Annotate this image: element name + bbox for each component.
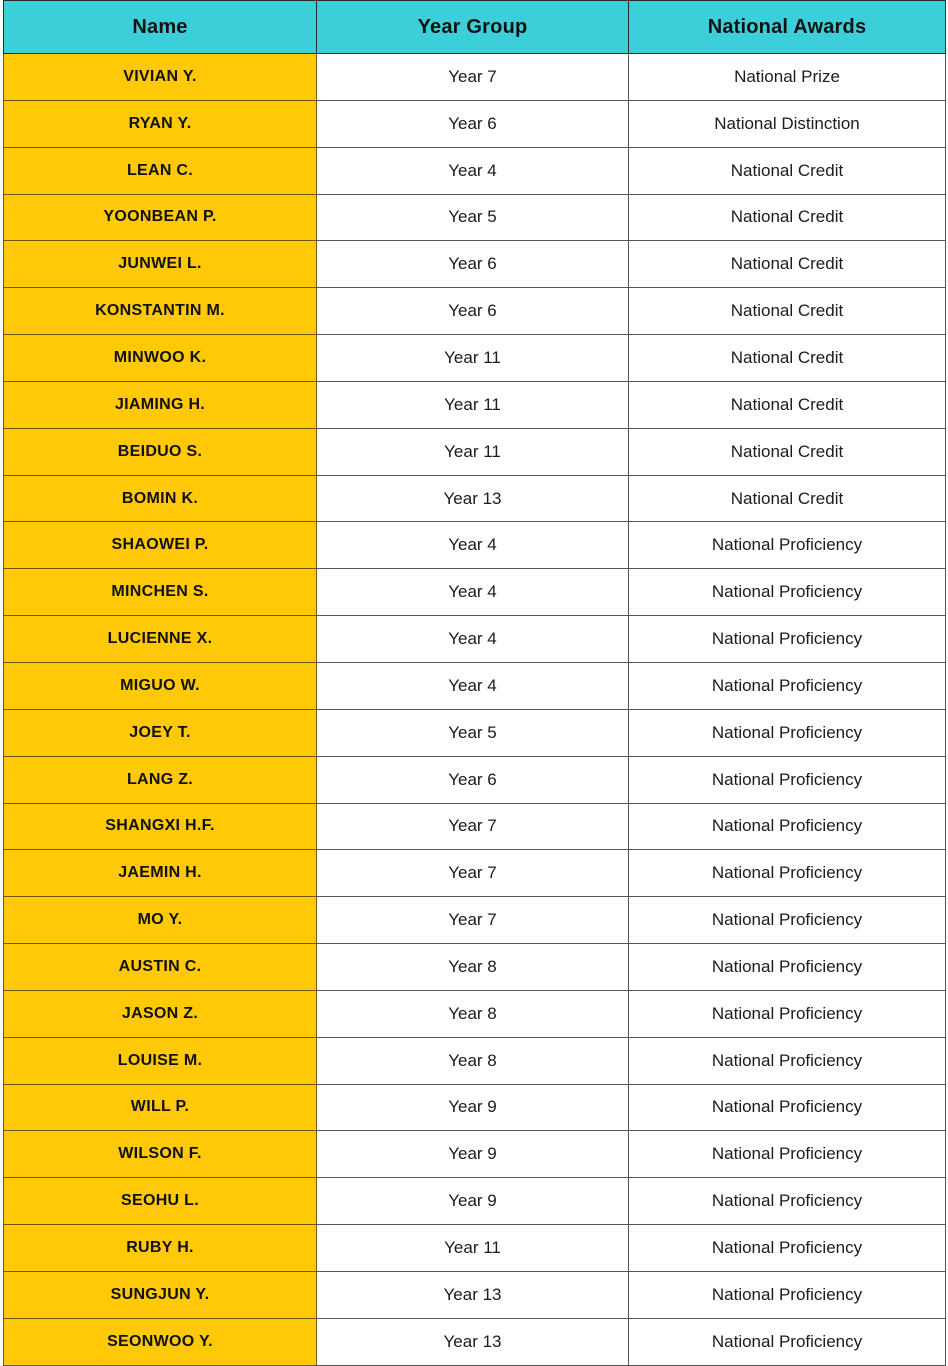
table-row bbox=[4, 241, 946, 288]
cell-national-award: National Proficiency bbox=[629, 1225, 946, 1272]
cell-year-group: Year 7 bbox=[317, 897, 629, 944]
table-row bbox=[4, 569, 946, 616]
table-row bbox=[4, 944, 946, 991]
cell-year-group: Year 8 bbox=[317, 944, 629, 991]
cell-name: WILSON F. bbox=[4, 1131, 317, 1178]
cell-year-group: Year 9 bbox=[317, 1084, 629, 1131]
cell-name: SEONWOO Y. bbox=[4, 1318, 317, 1365]
cell-year-group: Year 9 bbox=[317, 1178, 629, 1225]
cell-national-award: National Proficiency bbox=[629, 1271, 946, 1318]
cell-national-award: National Proficiency bbox=[629, 616, 946, 663]
cell-name: LUCIENNE X. bbox=[4, 616, 317, 663]
cell-national-award: National Proficiency bbox=[629, 522, 946, 569]
cell-name: YOONBEAN P. bbox=[4, 194, 317, 241]
cell-name: RUBY H. bbox=[4, 1225, 317, 1272]
cell-national-award: National Proficiency bbox=[629, 850, 946, 897]
cell-national-award: National Credit bbox=[629, 428, 946, 475]
cell-national-award: National Proficiency bbox=[629, 662, 946, 709]
cell-name: MIGUO W. bbox=[4, 662, 317, 709]
cell-name: LANG Z. bbox=[4, 756, 317, 803]
table-row bbox=[4, 147, 946, 194]
cell-name: MINCHEN S. bbox=[4, 569, 317, 616]
table-row bbox=[4, 897, 946, 944]
cell-national-award: National Proficiency bbox=[629, 1084, 946, 1131]
cell-name: JOEY T. bbox=[4, 709, 317, 756]
cell-national-award: National Credit bbox=[629, 194, 946, 241]
table-row bbox=[4, 475, 946, 522]
cell-name: BEIDUO S. bbox=[4, 428, 317, 475]
cell-year-group: Year 6 bbox=[317, 288, 629, 335]
cell-year-group: Year 4 bbox=[317, 569, 629, 616]
cell-national-award: National Distinction bbox=[629, 100, 946, 147]
cell-year-group: Year 8 bbox=[317, 1037, 629, 1084]
cell-national-award: National Proficiency bbox=[629, 944, 946, 991]
cell-national-award: National Proficiency bbox=[629, 1318, 946, 1365]
cell-year-group: Year 6 bbox=[317, 100, 629, 147]
cell-year-group: Year 6 bbox=[317, 756, 629, 803]
cell-name: JAEMIN H. bbox=[4, 850, 317, 897]
cell-name: MINWOO K. bbox=[4, 335, 317, 382]
cell-year-group: Year 11 bbox=[317, 381, 629, 428]
table-row bbox=[4, 990, 946, 1037]
cell-name: MO Y. bbox=[4, 897, 317, 944]
table-row bbox=[4, 100, 946, 147]
table-row bbox=[4, 803, 946, 850]
cell-national-award: National Credit bbox=[629, 475, 946, 522]
table-row bbox=[4, 1131, 946, 1178]
table-row bbox=[4, 1178, 946, 1225]
table-row bbox=[4, 1271, 946, 1318]
cell-national-award: National Credit bbox=[629, 381, 946, 428]
cell-year-group: Year 8 bbox=[317, 990, 629, 1037]
cell-national-award: National Credit bbox=[629, 335, 946, 382]
cell-year-group: Year 13 bbox=[317, 1271, 629, 1318]
table-body bbox=[4, 54, 946, 1366]
table-row bbox=[4, 335, 946, 382]
cell-year-group: Year 13 bbox=[317, 475, 629, 522]
table-row bbox=[4, 1225, 946, 1272]
cell-national-award: National Credit bbox=[629, 288, 946, 335]
cell-national-award: National Proficiency bbox=[629, 1037, 946, 1084]
cell-year-group: Year 7 bbox=[317, 850, 629, 897]
column-header-national-awards: National Awards bbox=[629, 1, 946, 54]
table-row bbox=[4, 709, 946, 756]
table-row bbox=[4, 756, 946, 803]
cell-year-group: Year 4 bbox=[317, 147, 629, 194]
table-row bbox=[4, 428, 946, 475]
cell-name: SHAOWEI P. bbox=[4, 522, 317, 569]
table-row bbox=[4, 1037, 946, 1084]
cell-year-group: Year 13 bbox=[317, 1318, 629, 1365]
table-row bbox=[4, 288, 946, 335]
cell-year-group: Year 11 bbox=[317, 428, 629, 475]
cell-year-group: Year 4 bbox=[317, 662, 629, 709]
cell-name: WILL P. bbox=[4, 1084, 317, 1131]
column-header-name: Name bbox=[4, 1, 317, 54]
national-awards-table bbox=[3, 0, 946, 1366]
cell-name: AUSTIN C. bbox=[4, 944, 317, 991]
table-row bbox=[4, 1318, 946, 1365]
cell-name: KONSTANTIN M. bbox=[4, 288, 317, 335]
cell-national-award: National Proficiency bbox=[629, 756, 946, 803]
table-row bbox=[4, 1084, 946, 1131]
cell-year-group: Year 11 bbox=[317, 335, 629, 382]
table-row bbox=[4, 522, 946, 569]
cell-year-group: Year 9 bbox=[317, 1131, 629, 1178]
table-row bbox=[4, 381, 946, 428]
cell-year-group: Year 6 bbox=[317, 241, 629, 288]
cell-name: VIVIAN Y. bbox=[4, 54, 317, 101]
cell-name: SUNGJUN Y. bbox=[4, 1271, 317, 1318]
cell-name: LEAN C. bbox=[4, 147, 317, 194]
cell-name: LOUISE M. bbox=[4, 1037, 317, 1084]
cell-name: BOMIN K. bbox=[4, 475, 317, 522]
cell-year-group: Year 5 bbox=[317, 709, 629, 756]
cell-year-group: Year 5 bbox=[317, 194, 629, 241]
cell-national-award: National Proficiency bbox=[629, 569, 946, 616]
table-row bbox=[4, 616, 946, 663]
cell-national-award: National Credit bbox=[629, 147, 946, 194]
cell-name: SEOHU L. bbox=[4, 1178, 317, 1225]
table-header bbox=[4, 1, 946, 54]
table-row bbox=[4, 850, 946, 897]
cell-year-group: Year 4 bbox=[317, 522, 629, 569]
cell-name: JUNWEI L. bbox=[4, 241, 317, 288]
cell-national-award: National Proficiency bbox=[629, 1178, 946, 1225]
column-header-year-group: Year Group bbox=[317, 1, 629, 54]
cell-national-award: National Proficiency bbox=[629, 990, 946, 1037]
cell-national-award: National Proficiency bbox=[629, 1131, 946, 1178]
cell-name: RYAN Y. bbox=[4, 100, 317, 147]
cell-year-group: Year 7 bbox=[317, 803, 629, 850]
cell-year-group: Year 7 bbox=[317, 54, 629, 101]
cell-year-group: Year 4 bbox=[317, 616, 629, 663]
table-row bbox=[4, 54, 946, 101]
cell-national-award: National Proficiency bbox=[629, 897, 946, 944]
cell-name: SHANGXI H.F. bbox=[4, 803, 317, 850]
table-row bbox=[4, 194, 946, 241]
cell-national-award: National Prize bbox=[629, 54, 946, 101]
cell-national-award: National Proficiency bbox=[629, 709, 946, 756]
cell-name: JASON Z. bbox=[4, 990, 317, 1037]
cell-year-group: Year 11 bbox=[317, 1225, 629, 1272]
header-row bbox=[4, 1, 946, 54]
cell-national-award: National Credit bbox=[629, 241, 946, 288]
cell-name: JIAMING H. bbox=[4, 381, 317, 428]
cell-national-award: National Proficiency bbox=[629, 803, 946, 850]
table-row bbox=[4, 662, 946, 709]
